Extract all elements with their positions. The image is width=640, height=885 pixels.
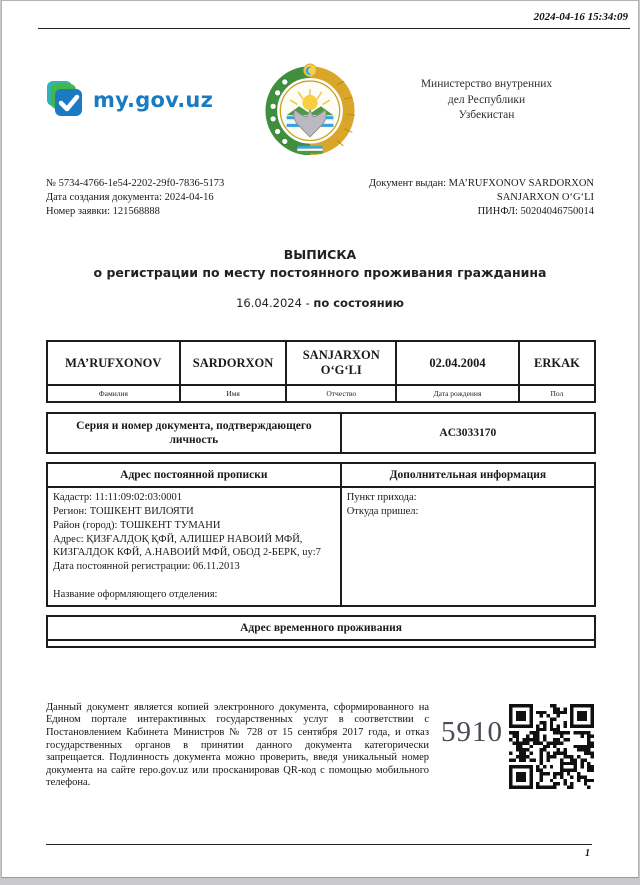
header-timestamp-bar (2, 1, 638, 26)
additional-info-cell (341, 487, 595, 606)
verification-code: 5910 (441, 715, 503, 748)
temporary-address-table (46, 615, 596, 648)
birthdate-label: Дата рождения (396, 385, 519, 402)
name-value: SARDORXON (180, 341, 287, 385)
footer-block (46, 702, 594, 790)
mygovuz-logo (46, 81, 241, 119)
additional-info-header: Дополнительная информация (341, 463, 595, 487)
document-title (2, 246, 638, 311)
address-body-row (47, 487, 595, 606)
title-line2: о регистрации по месту постоянного проживания гражданина (93, 265, 547, 281)
creation-date: Дата создания документа: 2024-04-16 (46, 192, 214, 204)
sex-value: ERKAK (519, 341, 595, 385)
document-number: № 5734-4766-1e54-2202-29f0-7836-5173 (46, 178, 225, 189)
blank-line (53, 574, 335, 588)
pinfl: ПИНФЛ: 50204046750014 (477, 206, 594, 218)
identity-document-table (46, 412, 596, 454)
region-line: Регион: ТОШКЕНТ ВИЛОЯТИ (53, 505, 194, 517)
footer-rule (46, 844, 592, 845)
birthdate-value: 02.04.2004 (396, 341, 519, 385)
issued-to-line: SANJARXON O‘G‘LI (496, 192, 594, 204)
timestamp: 2024-04-16 15:34:09 (533, 11, 628, 23)
patronymic-label: Отчество (286, 385, 396, 402)
page-number: 1 (585, 848, 590, 859)
permanent-address-header: Адрес постоянной прописки (47, 463, 341, 487)
identity-document-label: Серия и номер документа, подтверждающего личность (47, 413, 341, 453)
address-table (46, 462, 596, 607)
surname-label: Фамилия (47, 385, 180, 402)
ministry-line: дел Республики (447, 93, 526, 106)
arrival-point-line: Пункт прихода: (346, 492, 417, 504)
identity-document-value: AC3033170 (341, 413, 595, 453)
came-from-line: Откуда пришел: (346, 505, 419, 517)
title-line1: ВЫПИСКА (283, 246, 357, 262)
ministry-line: Министерство внутренних (420, 78, 553, 90)
permanent-address-cell (47, 487, 341, 606)
district-line: Район (город): ТОШКЕНТ ТУМАНИ (53, 519, 221, 531)
ministry-name (379, 77, 594, 124)
title-date-suffix: по состоянию (313, 296, 404, 311)
mygovuz-check-icon (46, 81, 84, 119)
disclaimer-text: Данный документ является копией электронного документа, сформированного на Едином портале интерактивных государственных услуг в соответствии с Постановлением Кабинета Министров № 728 от 15 сентября 2017 года, и отказ государственных органов в принятии данного документа категорически запрещается. Подлинность документа можно проверить, введя уникальный номер документа на сайте repo.gov.uz или просканировав QR-код с помощью мобильного телефона. (46, 701, 429, 789)
title-date-value: 16.04.2024 - (236, 296, 314, 311)
cadastre-line: Кадастр: 11:11:09:02:03:0001 (53, 492, 183, 504)
mygovuz-logo-text: my.gov.uz (93, 88, 214, 112)
ministry-line: Узбекистан (458, 109, 515, 122)
surname-value: MA’RUFXONOV (47, 341, 180, 385)
patronymic-value: SANJARXON O‘G‘LI (286, 341, 396, 385)
person-labels-row (47, 385, 595, 402)
document-page (1, 0, 639, 878)
application-number: Номер заявки: 121568888 (46, 206, 160, 218)
uzbekistan-coat-of-arms-icon (265, 63, 355, 155)
temporary-address-header: Адрес временного проживания (47, 616, 595, 640)
name-label: Имя (180, 385, 287, 402)
address-header-row (47, 463, 595, 487)
emblem-wrap (241, 63, 379, 155)
meta-left (46, 177, 224, 220)
person-table (46, 340, 596, 403)
issuing-office-line: Название оформляющего отделения: (53, 588, 218, 600)
person-values-row (47, 341, 595, 385)
sex-label: Пол (519, 385, 595, 402)
registration-date-line: Дата постоянной регистрации: 06.11.2013 (53, 561, 240, 573)
issued-to-line: Документ выдан: MA’RUFXONOV SARDORXON (368, 178, 594, 189)
header-rule (38, 28, 630, 29)
document-header (46, 63, 594, 155)
temporary-address-empty-cell (47, 640, 595, 647)
title-date (2, 296, 638, 310)
document-meta (46, 177, 594, 220)
address-line: Адрес: ҚИЗҒАЛДОҚ ҚФЙ, АЛИШЕР НАВОИЙ МФЙ, КИЗГАЛДОК КФЙ, А.НАВОИЙ МФЙ, ОБОД 2-БЕРК, uy:7 (53, 533, 321, 559)
qr-code (509, 704, 594, 789)
meta-right (369, 177, 594, 220)
